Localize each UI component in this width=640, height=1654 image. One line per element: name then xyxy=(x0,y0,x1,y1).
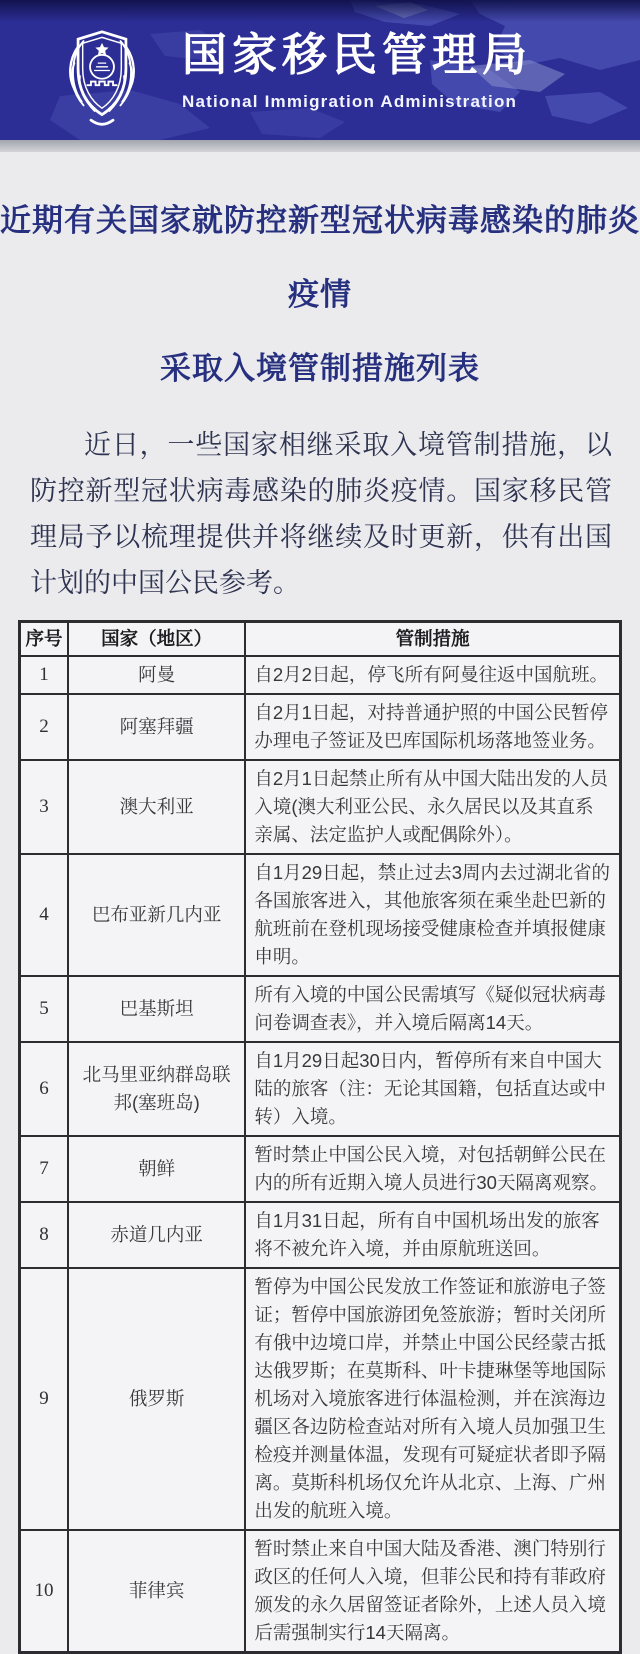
measure-cell: 暂时禁止来自中国大陆及香港、澳门特别行政区的任何人入境，但菲公民和持有菲政府颁发的永久居留签证者除外，上述人员入境后需强制实行14天隔离。 xyxy=(245,1530,620,1653)
org-name-en: National Immigration Administration xyxy=(182,91,518,111)
country-cell: 赤道几内亚 xyxy=(68,1202,245,1268)
star-icon xyxy=(95,43,108,55)
document-title xyxy=(0,152,640,406)
table-header-row xyxy=(20,622,621,657)
table-row xyxy=(20,760,621,854)
measure-cell: 自1月31日起，所有自中国机场出发的旅客将不被允许入境，并由原航班送回。 xyxy=(245,1202,620,1268)
table-row xyxy=(20,976,621,1042)
row-number-cell: 2 xyxy=(20,694,68,760)
country-cell: 阿曼 xyxy=(68,656,245,694)
country-cell: 巴布亚新几内亚 xyxy=(68,854,245,976)
row-number-cell: 6 xyxy=(20,1042,68,1136)
row-number-cell: 3 xyxy=(20,760,68,854)
document-title-line1: 近期有关国家就防控新型冠状病毒感染的肺炎疫情 xyxy=(0,203,640,312)
measure-cell: 暂停为中国公民发放工作签证和旅游电子签证；暂停中国旅游团免签旅游；暂时关闭所有俄中边境口岸，并禁止中国公民经蒙古抵达俄罗斯；在莫斯科、叶卡捷琳堡等地国际机场对入境旅客进行体温检测，并在滨海边疆区各边防检查站对所有入境人员加强卫生检疫并测量体温，发现有可疑症状者即予隔离。莫斯科机场仅允许从北京、上海、广州出发的航班入境。 xyxy=(245,1268,620,1530)
measure-cell: 所有入境的中国公民需填写《疑似冠状病毒问卷调查表》，并入境后隔离14天。 xyxy=(245,976,620,1042)
table-row xyxy=(20,1530,621,1653)
measure-cell: 自2月1日起禁止所有从中国大陆出发的人员入境(澳大利亚公民、永久居民以及其直系亲属、法定监护人或配偶除外）。 xyxy=(245,760,620,854)
measure-cell: 自1月29日起，禁止过去3周内去过湖北省的各国旅客进入，其他旅客须在乘坐赴巴新的航班前在登机现场接受健康检查并填报健康申明。 xyxy=(245,854,620,976)
row-number-cell: 10 xyxy=(20,1530,68,1653)
measure-cell: 自2月2日起，停飞所有阿曼往返中国航班。 xyxy=(245,656,620,694)
police-badge-icon xyxy=(56,18,148,134)
country-cell: 北马里亚纳群岛联邦(塞班岛) xyxy=(68,1042,245,1136)
header-banner xyxy=(0,0,640,140)
header-cell-country: 国家（地区） xyxy=(68,622,245,657)
table-row xyxy=(20,854,621,976)
country-cell: 巴基斯坦 xyxy=(68,976,245,1042)
country-cell: 朝鲜 xyxy=(68,1136,245,1202)
country-cell: 菲律宾 xyxy=(68,1530,245,1653)
row-number-cell: 4 xyxy=(20,854,68,976)
row-number-cell: 5 xyxy=(20,976,68,1042)
table-row xyxy=(20,656,621,694)
measures-table xyxy=(18,620,622,1654)
country-cell: 阿塞拜疆 xyxy=(68,694,245,760)
table-row xyxy=(20,1268,621,1530)
row-number-cell: 1 xyxy=(20,656,68,694)
org-name-cn: 国家移民管理局 xyxy=(182,29,533,80)
header-cell-no: 序号 xyxy=(20,622,68,657)
banner-divider-strip xyxy=(0,140,640,152)
row-number-cell: 7 xyxy=(20,1136,68,1202)
table-row xyxy=(20,1136,621,1202)
table-row xyxy=(20,1042,621,1136)
table-row xyxy=(20,694,621,760)
banner-titles xyxy=(182,30,532,112)
row-number-cell: 8 xyxy=(20,1202,68,1268)
header-cell-measure: 管制措施 xyxy=(245,622,620,657)
country-cell: 俄罗斯 xyxy=(68,1268,245,1530)
intro-paragraph: 近日，一些国家相继采取入境管制措施，以防控新型冠状病毒感染的肺炎疫情。国家移民管理局予以梳理提供并将继续及时更新，供有出国计划的中国公民参考。 xyxy=(30,430,612,598)
measure-cell: 自1月29日起30日内，暂停所有来自中国大陆的旅客（注：无论其国籍，包括直达或中转）入境。 xyxy=(245,1042,620,1136)
country-cell: 澳大利亚 xyxy=(68,760,245,854)
measures-table-body xyxy=(20,656,621,1653)
row-number-cell: 9 xyxy=(20,1268,68,1530)
table-row xyxy=(20,1202,621,1268)
measure-cell: 暂时禁止中国公民入境，对包括朝鲜公民在内的所有近期入境人员进行30天隔离观察。 xyxy=(245,1136,620,1202)
document-title-line2: 采取入境管制措施列表 xyxy=(160,351,480,386)
measure-cell: 自2月1日起，对持普通护照的中国公民暂停办理电子签证及巴库国际机场落地签业务。 xyxy=(245,694,620,760)
